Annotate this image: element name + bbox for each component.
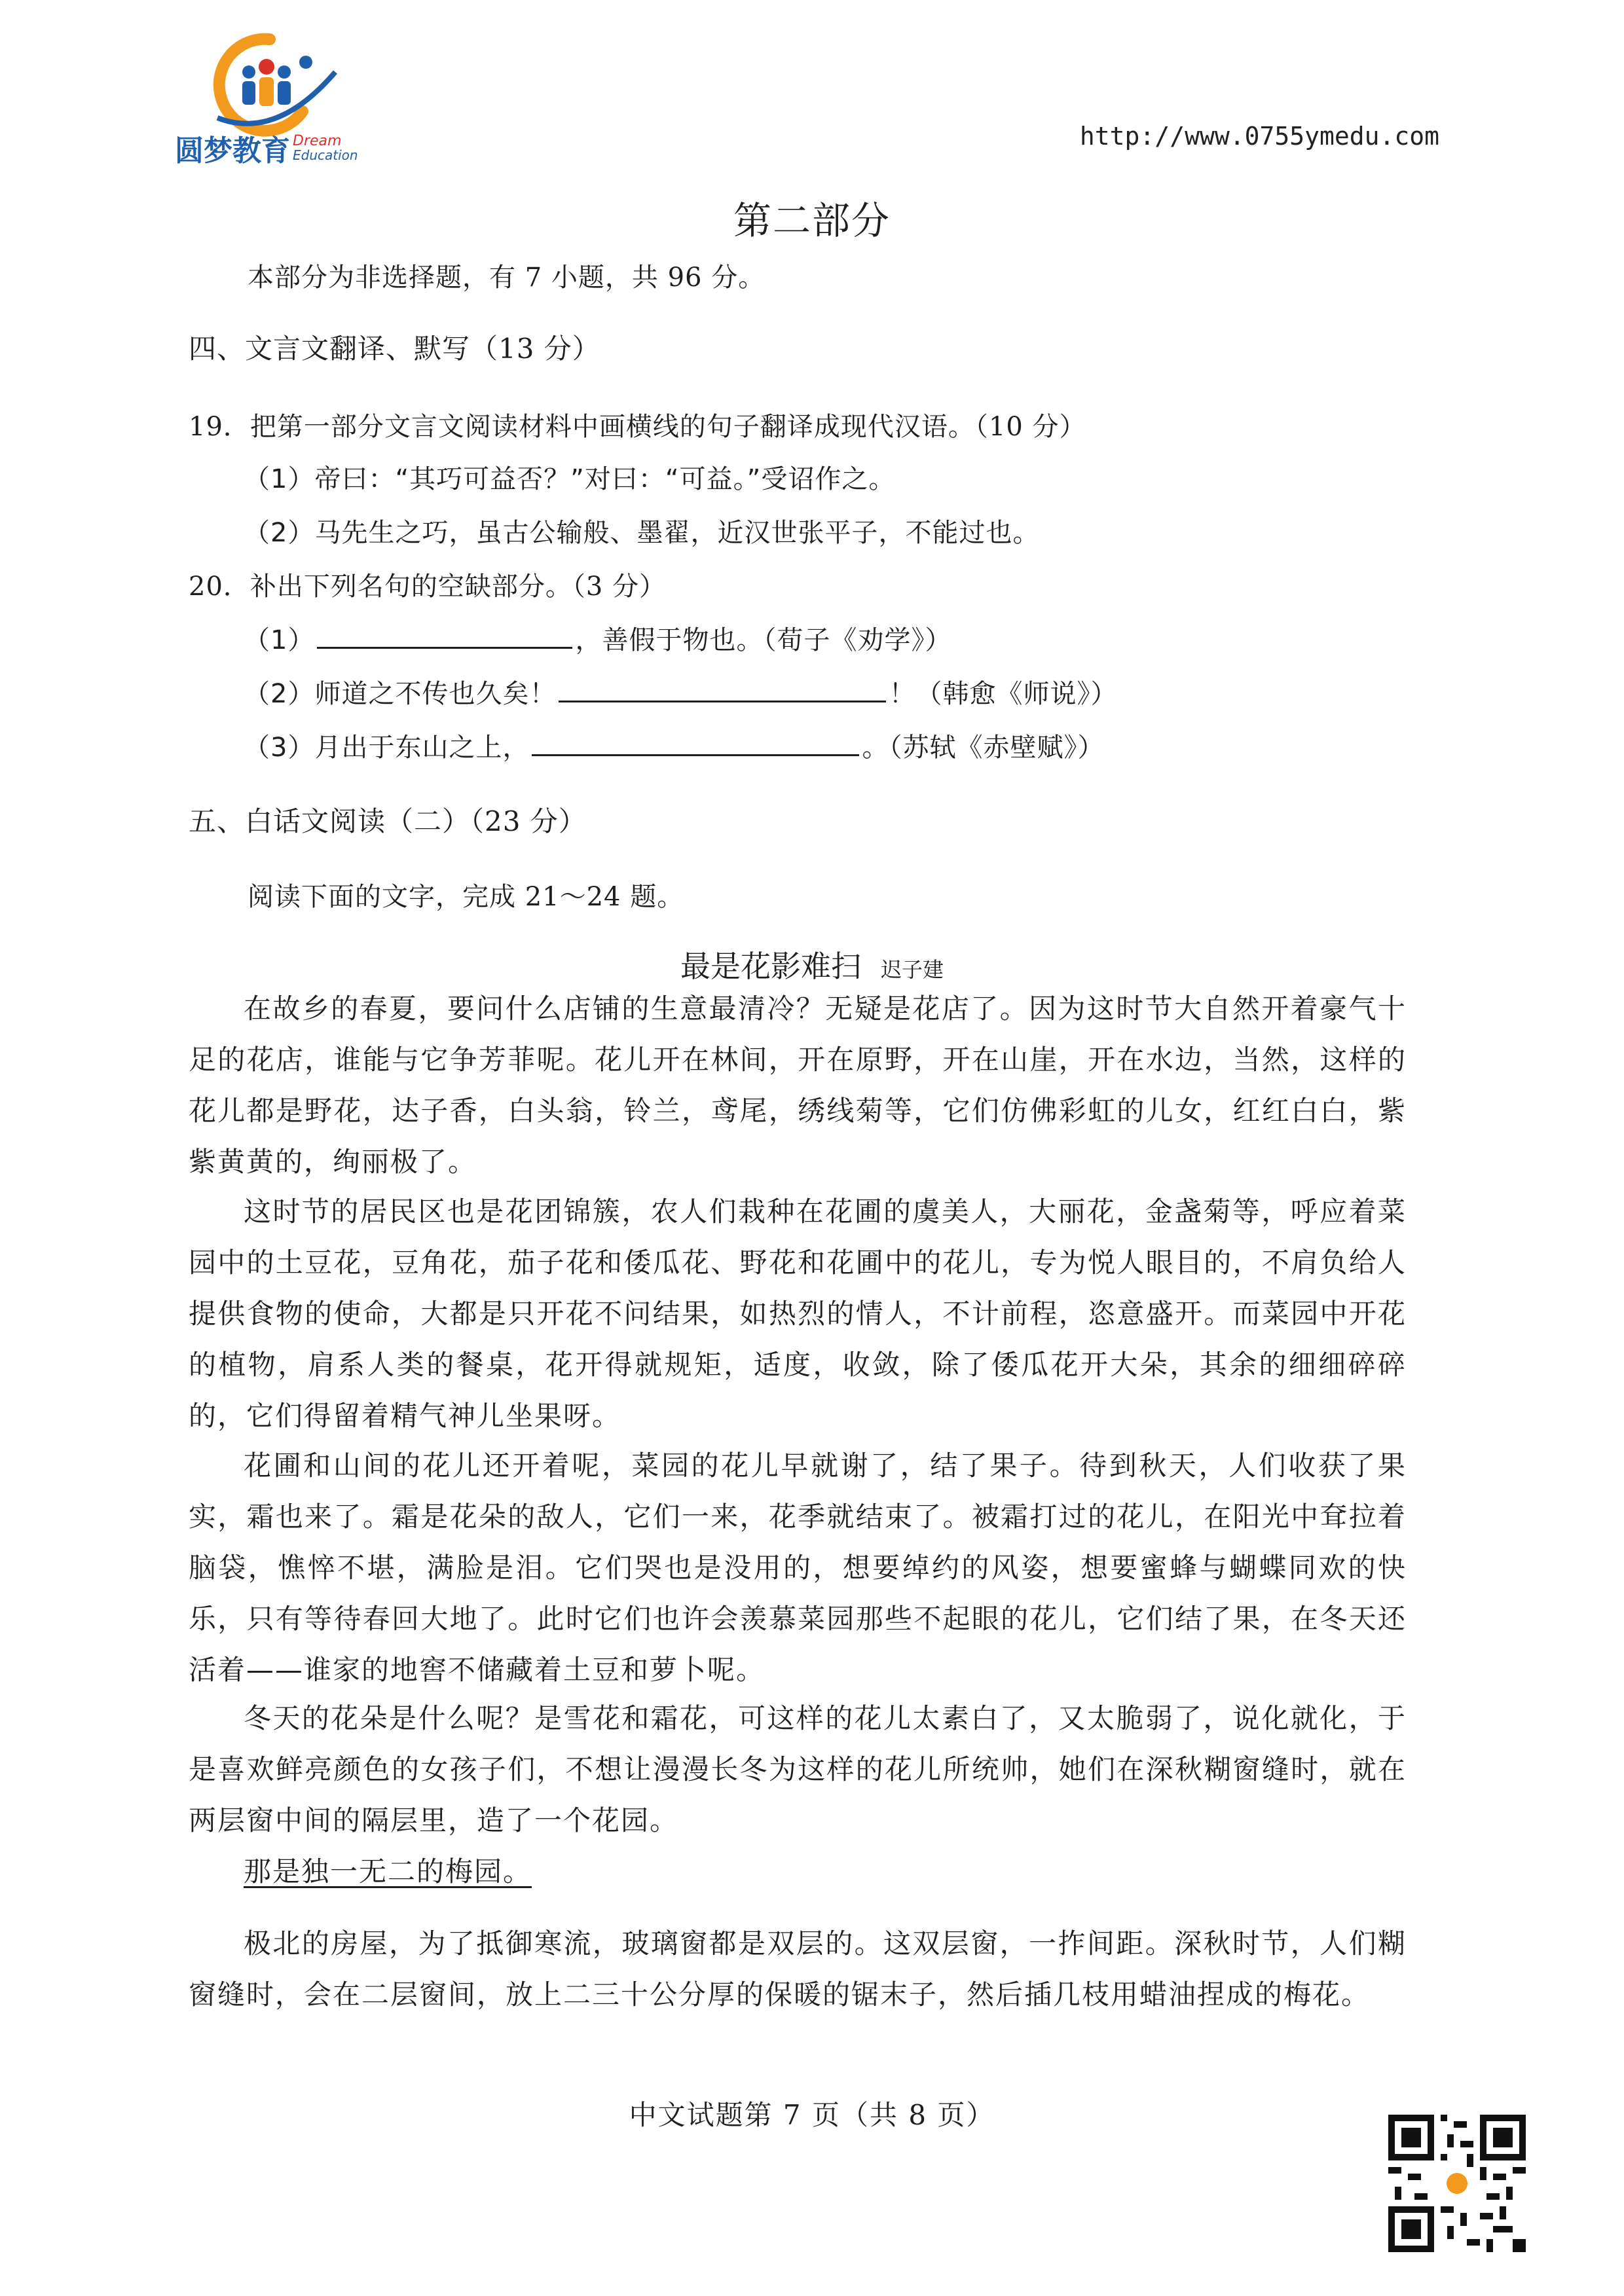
part-title: 第二部分	[733, 198, 891, 243]
paragraph-4: 冬天的花朵是什么呢？是雪花和霜花，可这样的花儿太素白了，又太脆弱了，说化就化，于是喜欢鲜亮颜色的女孩子们，不想让漫漫长冬为这样的花儿所统帅，她们在深秋糊窗缝时，就在两层窗中间的隔层里，造了一个花园。	[189, 1702, 1407, 1836]
q20-item-2	[244, 673, 1117, 710]
q19-item-2: （2）马先生之巧，虽古公输般、墨翟，近汉世张平子，不能过也。	[244, 518, 1040, 548]
underlined-sentence: 那是独一无二的梅园。	[244, 1855, 532, 1887]
section5-instruction: 阅读下面的文字，完成 21～24 题。	[248, 882, 684, 912]
q20-item-1	[244, 619, 951, 657]
q20-item-3-prefix: （3）月出于东山之上，	[244, 733, 530, 763]
dream-education-logo-icon	[172, 26, 381, 164]
q20-item-3-suffix: 。（苏轼《赤壁赋》）	[862, 733, 1105, 763]
svg-text:Dream: Dream	[293, 133, 342, 149]
logo	[172, 26, 381, 164]
q20-item-3	[244, 727, 1104, 764]
q20-item-2-prefix: （2）师道之不传也久矣！	[244, 679, 557, 709]
q20-stem: 20．补出下列名句的空缺部分。（3 分）	[189, 572, 667, 602]
source-url: http://www.0755ymedu.com	[1079, 122, 1439, 151]
paragraph-1: 在故乡的春夏，要问什么店铺的生意最清冷？无疑是花店了。因为这时节大自然开着豪气十足的花店，谁能与它争芳菲呢。花儿开在林间，开在原野，开在山崖，开在水边，当然，这样的花儿都是野花，达子香，白头翁，铃兰，鸢尾，绣线菊等，它们仿佛彩虹的儿女，红红白白，紫紫黄黄的，绚丽极了。	[189, 993, 1407, 1178]
part-intro: 本部分为非选择题，有 7 小题，共 96 分。	[248, 263, 766, 293]
page-footer: 中文试题第 7 页（共 8 页）	[629, 2099, 995, 2131]
qr-code-icon	[1388, 2115, 1526, 2252]
q19-item-1: （1）帝曰：“其巧可益否？”对曰：“可益。”受诏作之。	[244, 464, 896, 494]
svg-text:Education: Education	[293, 147, 358, 163]
article-author: 迟子建	[880, 957, 944, 982]
article-title-text: 最是花影难扫	[680, 949, 861, 984]
svg-text:圆梦教育: 圆梦教育	[175, 134, 290, 164]
answer-blank-3[interactable]	[532, 732, 859, 756]
answer-blank-2[interactable]	[559, 678, 886, 702]
q20-item-1-suffix: ，善假于物也。（荀子《劝学》）	[575, 625, 952, 655]
answer-blank-1[interactable]	[317, 625, 572, 649]
q20-item-1-prefix: （1）	[244, 625, 315, 655]
paragraph-6: 极北的房屋，为了抵御寒流，玻璃窗都是双层的。这双层窗，一拃间距。深秋时节，人们糊窗缝时，会在二层窗间，放上二三十公分厚的保暖的锯末子，然后插几枝用蜡油捏成的梅花。	[189, 1927, 1407, 2011]
qr-code	[1388, 2115, 1526, 2252]
section5-heading: 五、白话文阅读（二）（23 分）	[189, 805, 587, 837]
section4-heading: 四、文言文翻译、默写（13 分）	[189, 333, 600, 365]
paragraph-2: 这时节的居民区也是花团锦簇，农人们栽种在花圃的虞美人，大丽花，金盏菊等，呼应着菜园中的土豆花，豆角花，茄子花和倭瓜花、野花和花圃中的花儿，专为悦人眼目的，不肩负给人提供食物的使命，大都是只开花不问结果，如热烈的情人，不计前程，恣意盛开。而菜园中开花的植物，肩系人类的餐桌，花开得就规矩，适度，收敛，除了倭瓜花开大朵，其余的细细碎碎的，它们得留着精气神儿坐果呀。	[189, 1195, 1407, 1432]
q19-stem: 19．把第一部分文言文阅读材料中画横线的句子翻译成现代汉语。（10 分）	[189, 412, 1086, 442]
q20-item-2-suffix: ！（韩愈《师说》）	[889, 679, 1118, 709]
paragraph-5	[189, 1846, 1407, 1897]
paragraph-3: 花圃和山间的花儿还开着呢，菜园的花儿早就谢了，结了果子。待到秋天，人们收获了果实，霜也来了。霜是花朵的敌人，它们一来，花季就结束了。被霜打过的花儿，在阳光中耷拉着脑袋，憔悴不堪，满脸是泪。它们哭也是没用的，想要绰约的风姿，想要蜜蜂与蝴蝶同欢的快乐，只有等待春回大地了。此时它们也许会羡慕菜园那些不起眼的花儿，它们结了果，在冬天还活着——谁家的地窖不储藏着土豆和萝卜呢。	[189, 1449, 1407, 1686]
article-title	[0, 943, 1624, 986]
